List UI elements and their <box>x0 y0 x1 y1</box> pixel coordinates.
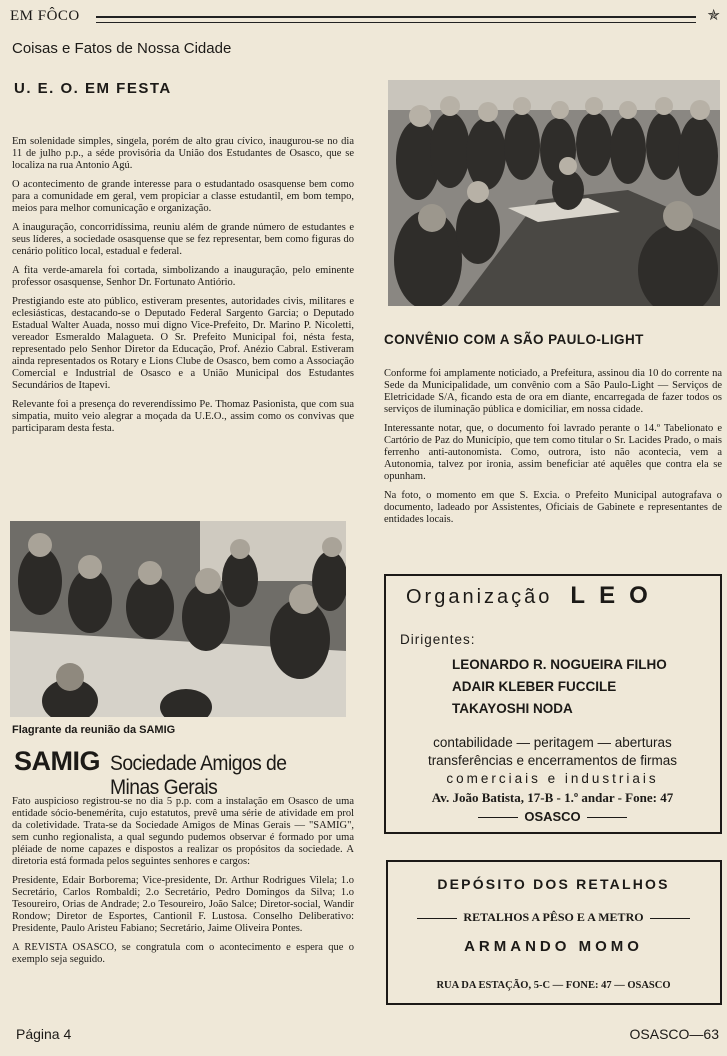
convenio-article-title: CONVÊNIO COM A SÃO PAULO-LIGHT <box>384 332 644 347</box>
leo-director: ADAIR KLEBER FUCCILE <box>452 679 617 694</box>
samig-article-body <box>12 796 354 973</box>
star-icon: ✯ <box>707 8 720 24</box>
deposito-tagline: RETALHOS A PÊSO E A METRO <box>463 910 644 924</box>
deposito-title: DEPÓSITO DOS RETALHOS <box>437 876 670 892</box>
leo-directors-list <box>452 654 667 720</box>
deposito-address: RUA DA ESTAÇÃO, 5-C — FONE: 47 — OSASCO <box>436 980 671 991</box>
samig-title <box>14 746 359 799</box>
convenio-paragraph: Na foto, o momento em que S. Excia. o Prefeito Municipal autografava o documento, ladeado por Assistentes, Oficiais de Gabinete e representantes de entidades locais. <box>384 490 722 525</box>
ueo-paragraph: A inauguração, concorridíssima, reuniu além de grande número de estudantes e seus líderes, a sociedade osasquense que se fez representar, bem como figuras do cenário político local, estadual e federal. <box>12 222 354 257</box>
leo-advertisement <box>384 574 722 834</box>
leo-city-line <box>386 809 719 824</box>
leo-director: TAKAYOSHI NODA <box>452 701 573 716</box>
divider <box>650 918 690 919</box>
divider <box>417 918 457 919</box>
samig-meeting-photo <box>10 521 346 717</box>
samig-title-full: Sociedade Amigos de Minas Gerais <box>110 752 287 799</box>
samig-paragraph: Fato auspicioso registrou-se no dia 5 p.p. com a instalação em Osasco de uma entidade sócio-beneméríta, cujo estatutos, prevê uma série de atividade em prol da coletividade. Trata-se da Sociedade Amigos de Minas Gerais — "SAMIG", sem cunho regionalista, a qual segundo pudemos observar é formado por uma pléiade de nome capazes e dispostos a realizar os propósitos da sociedade. A diretoria está formada pelos seguintes senhores e cargos: <box>12 796 354 867</box>
ueo-paragraph: Em solenidade simples, singela, porém de alto grau cívico, inaugurou-se no dia 11 de julho p.p., a séde provisória da União dos Estudantes de Osasco, que se localiza na rua Antonio Agú. <box>12 136 354 171</box>
divider <box>587 817 627 818</box>
leo-services-line: contabilidade — peritagem — aberturas <box>433 735 672 750</box>
ueo-paragraph: Prestigiando este ato público, estiveram presentes, autoridades civis, militares e eclesiásticas, destacando-se o Deputado Federal Sargento Garcia; o Deputado Estadual Walter Auada, nosso mui digno Vice-Prefeito, Dr. Marino P. Nicoletti, vereador Esmeraldo Malagueta. O Sr. Prefeito Municipal foi, nésta festa, representado pelo Senhor Diretor da Educação, Prof. Anézio Cabral. Estiveram ainda representados os Rotary e Lions Clube de Osasco, bem como a Associação Comercial e Industrial de Osasco e a União Municipal dos Estudantes Secundários de Itapevi. <box>12 296 354 391</box>
page-number: Página 4 <box>16 1026 72 1042</box>
section-subtitle: Coisas e Fatos de Nossa Cidade <box>12 40 232 57</box>
ueo-paragraph: O acontecimento de grande interesse para o estudantado osasquense bem como para a comunidade em geral, vem propiciar a classe estudantil, em bom tempo, meios para melhor comunicação e organização. <box>12 179 354 214</box>
samig-title-abbr: SAMIG <box>14 746 101 776</box>
leo-director: LEONARDO R. NOGUEIRA FILHO <box>452 657 667 672</box>
divider <box>478 817 518 818</box>
header-rule <box>96 16 696 23</box>
page-header <box>10 8 720 30</box>
samig-paragraph: A REVISTA OSASCO, se congratula com o acontecimento e espera que o exemplo seja seguido. <box>12 942 354 965</box>
ueo-paragraph: Relevante foi a presença do reverendíssimo Pe. Thomaz Pasionista, que com sua simpatia, muito veio alegrar a moçada da U.E.O., assim como os convivas que participaram desta festa. <box>12 399 354 434</box>
convenio-paragraph: Conforme foi amplamente noticiado, a Prefeitura, assinou dia 10 do corrente na Sede da Municipalidade, um convênio com a São Paulo-Light — Serviços de Eletricidade S/A, ficando esta de ora em diante, encarregada de fazer todos os serviços de iluminação pública e domiciliar, em nossa cidade. <box>384 368 722 415</box>
samig-paragraph: Presidente, Edair Borborema; Vice-presidente, Dr. Arthur Rodrigues Vilela; 1.o Secretário, Carlos Rombaldi; 2.o Secretário, Pedro Domingos da Silva; 1.o Tesoureiro, Orias de Andrade; 2.o Tesoureiro, João Salce; Diretor-social, Wandir Rondow; Diretor de Esportes, Cantionil F. Lustosa. Conselho Deliberativo: Presidente, Paulo Aristeu Fabiano; Secretário, Jaime Oliveira Pontes. <box>12 875 354 934</box>
ueo-article-body <box>12 136 354 442</box>
leo-address: Av. João Batista, 17-B - 1.º andar - Fone: 47 <box>431 790 674 805</box>
samig-photo-caption: Flagrante da reunião da SAMIG <box>12 724 176 736</box>
leo-services <box>386 734 719 788</box>
ueo-article-title: U. E. O. EM FESTA <box>14 80 172 97</box>
edition-label: OSASCO—63 <box>629 1026 719 1042</box>
deposito-tagline-line <box>388 910 719 925</box>
section-label: EM FÔCO <box>10 8 80 24</box>
convenio-article-body <box>384 368 722 533</box>
ueo-paragraph: A fita verde-amarela foi cortada, simbolizando a inauguração, pelo eminente professor osasquense, Senhor Dr. Fortunato Antiório. <box>12 265 354 288</box>
leo-services-line: transferências e encerramentos de firmas <box>427 753 678 768</box>
convenio-signing-photo <box>388 80 720 306</box>
deposito-owner: ARMANDO MOMO <box>464 938 643 955</box>
leo-ad-title <box>406 582 662 610</box>
leo-title-prefix: Organização <box>406 586 553 608</box>
leo-directors-label: Dirigentes: <box>400 632 476 647</box>
deposito-advertisement <box>386 860 722 1005</box>
leo-services-line: comerciais e industriais <box>446 771 659 786</box>
leo-title-name: LEO <box>570 582 662 609</box>
leo-city: OSASCO <box>524 809 581 824</box>
convenio-paragraph: Interessante notar, que, o documento foi lavrado perante o 14.º Tabelionato e Cartório de Paz do Município, que tem como titular o Sr. Lacides Prado, o mais ferrenho anti-autonomista. Como, outrora, isto não acontecia, vem a Autonomia, talvez por ironia, assim beneficiar até aquêles que contra ela se opunham. <box>384 423 722 482</box>
